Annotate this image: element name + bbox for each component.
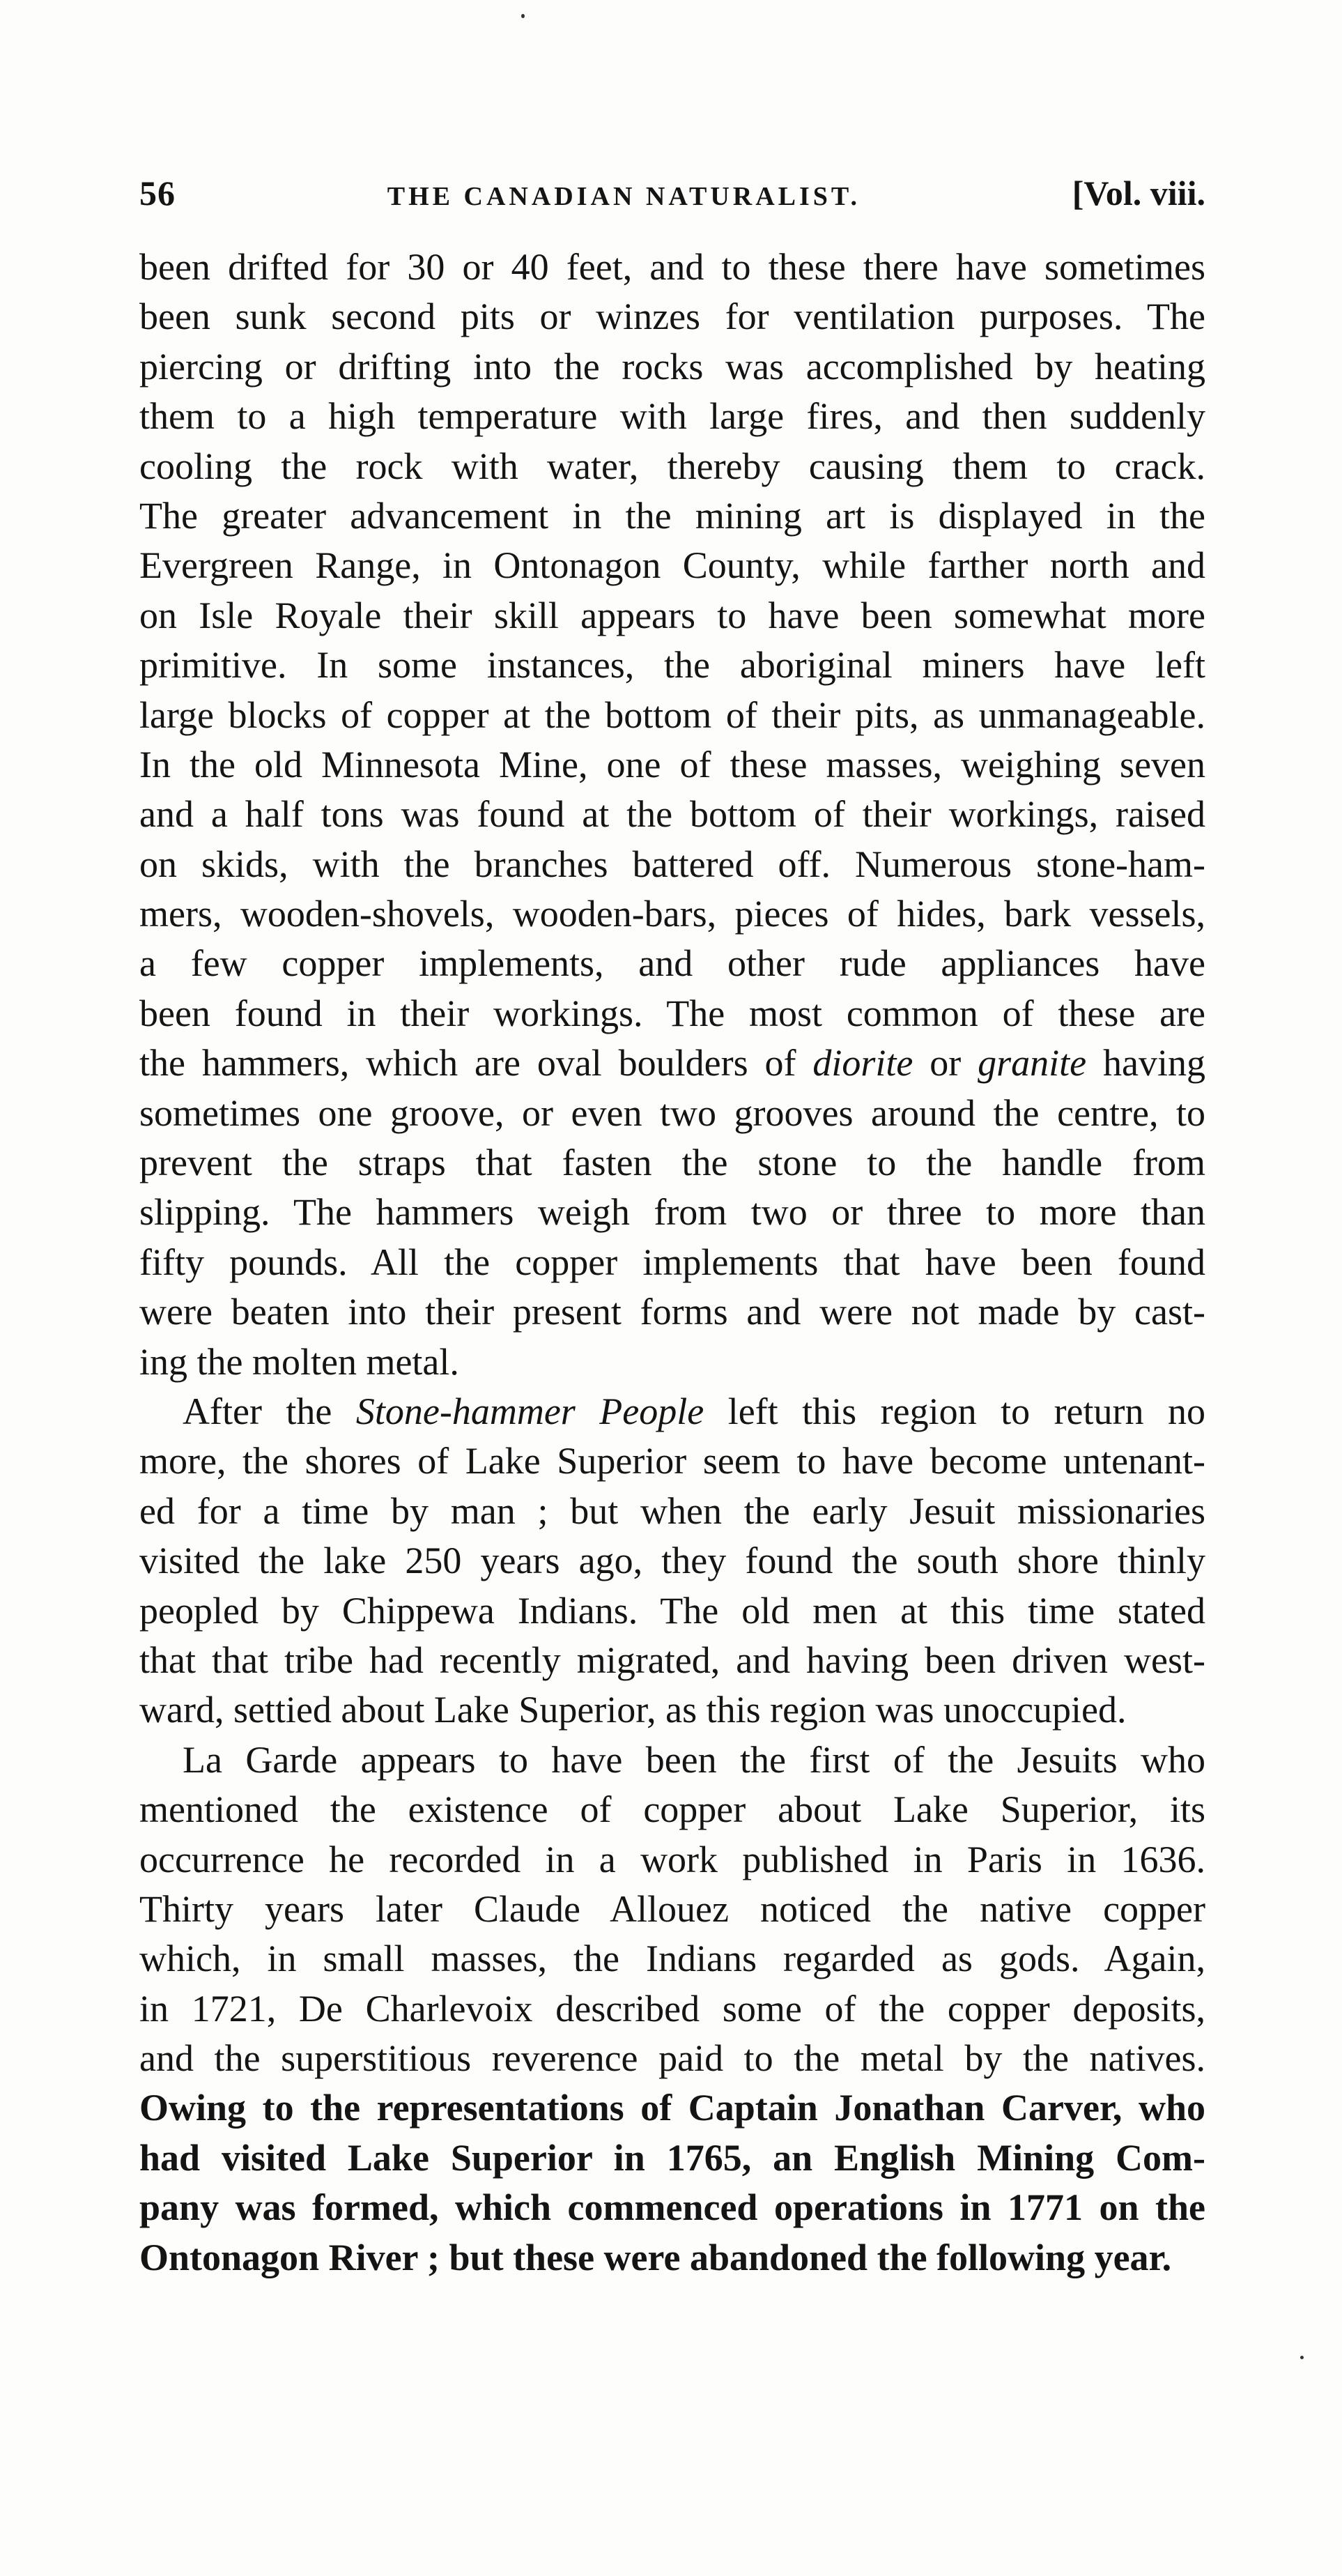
text-line: occurrence he recorded in a work published in Paris in 1636.	[139, 1838, 1205, 1880]
text-line: After the Stone-hammer People left this region to return no	[183, 1390, 1205, 1432]
text-line: peopled by Chippewa Indians. The old men at this time stated	[139, 1589, 1205, 1632]
print-speck	[521, 14, 525, 18]
text-line: in 1721, De Charlevoix described some of the copper deposits,	[139, 1987, 1205, 2030]
paragraph-1	[139, 243, 1205, 1387]
text-line: prevent the straps that fasten the stone to the handle from	[139, 1142, 1205, 1184]
text-line: ed for a time by man ; but when the early Jesuit missionaries	[139, 1489, 1205, 1532]
text-line: primitive. In some instances, the aboriginal miners have left	[139, 644, 1205, 687]
print-speck	[1300, 2356, 1304, 2359]
text-line: been sunk second pits or winzes for ventilation purposes. The	[139, 296, 1205, 338]
text-line: a few copper implements, and other rude appliances have	[139, 942, 1205, 985]
text-line: mentioned the existence of copper about Lake Superior, its	[139, 1788, 1205, 1831]
text-line: on Isle Royale their skill appears to have been somewhat more	[139, 594, 1205, 636]
text-line: and a half tons was found at the bottom of their workings, raised	[139, 793, 1205, 836]
text-line: sometimes one groove, or even two grooves around the centre, to	[139, 1091, 1205, 1134]
text-line: the hammers, which are oval boulders of diorite or granite having	[139, 1042, 1205, 1084]
text-line: which, in small masses, the Indians regarded as gods. Again,	[139, 1938, 1205, 1980]
text-line: large blocks of copper at the bottom of their pits, as unmanageable.	[139, 693, 1205, 736]
paragraph-3	[139, 1735, 1205, 2283]
text-line: Thirty years later Claude Allouez noticed the native copper	[139, 1887, 1205, 1930]
text-line: on skids, with the branches battered off. Numerous stone-ham-	[139, 843, 1205, 885]
text-line: that that tribe had recently migrated, and having been driven west-	[139, 1639, 1205, 1681]
text-line: ward, settied about Lake Superior, as this region was unoccupied.	[139, 1689, 1127, 1731]
text-line: cooling the rock with water, thereby causing them to crack.	[139, 445, 1205, 487]
text-line: ing the molten metal.	[139, 1340, 459, 1383]
italic-term: granite	[978, 1042, 1087, 1084]
text-line: slipping. The hammers weigh from two or three to more than	[139, 1191, 1205, 1234]
paragraph-2	[139, 1387, 1205, 1735]
volume-label: [Vol. viii.	[1072, 174, 1205, 213]
text-line: fifty pounds. All the copper implements that have been found	[139, 1241, 1205, 1283]
text-line: been found in their workings. The most common of these are	[139, 992, 1205, 1034]
text-line: La Garde appears to have been the first of the Jesuits who	[183, 1738, 1205, 1781]
text-line: were beaten into their present forms and were not made by cast-	[139, 1291, 1205, 1333]
text-line: piercing or drifting into the rocks was accomplished by heating	[139, 345, 1205, 388]
italic-term: Stone-hammer People	[355, 1390, 704, 1432]
page-number: 56	[139, 174, 176, 213]
text-line: In the old Minnesota Mine, one of these masses, weighing seven	[139, 743, 1205, 785]
text-line: had visited Lake Superior in 1765, an English Mining Com-	[139, 2136, 1205, 2179]
text-line: visited the lake 250 years ago, they found the south shore thinly	[139, 1540, 1205, 1582]
text-line: been drifted for 30 or 40 feet, and to these there have sometimes	[139, 246, 1205, 288]
running-title: THE CANADIAN NATURALIST.	[387, 182, 861, 211]
text-line: Evergreen Range, in Ontonagon County, while farther north and	[139, 544, 1205, 587]
text-line: them to a high temperature with large fires, and then suddenly	[139, 395, 1205, 438]
text-line: Owing to the representations of Captain Jonathan Carver, who	[139, 2087, 1205, 2129]
italic-term: diorite	[812, 1042, 913, 1084]
body-text	[139, 243, 1205, 2283]
text-line: pany was formed, which commenced operations in 1771 on the	[139, 2186, 1205, 2229]
text-line: mers, wooden-shovels, wooden-bars, pieces of hides, bark vessels,	[139, 893, 1205, 935]
running-header	[139, 173, 1205, 222]
text-line: more, the shores of Lake Superior seem to have become untenant-	[139, 1440, 1205, 1482]
text-line: Ontonagon River ; but these were abandoned the following year.	[139, 2236, 1172, 2278]
text-line: The greater advancement in the mining art is displayed in the	[139, 494, 1205, 537]
text-line: and the superstitious reverence paid to the metal by the natives.	[139, 2037, 1205, 2080]
